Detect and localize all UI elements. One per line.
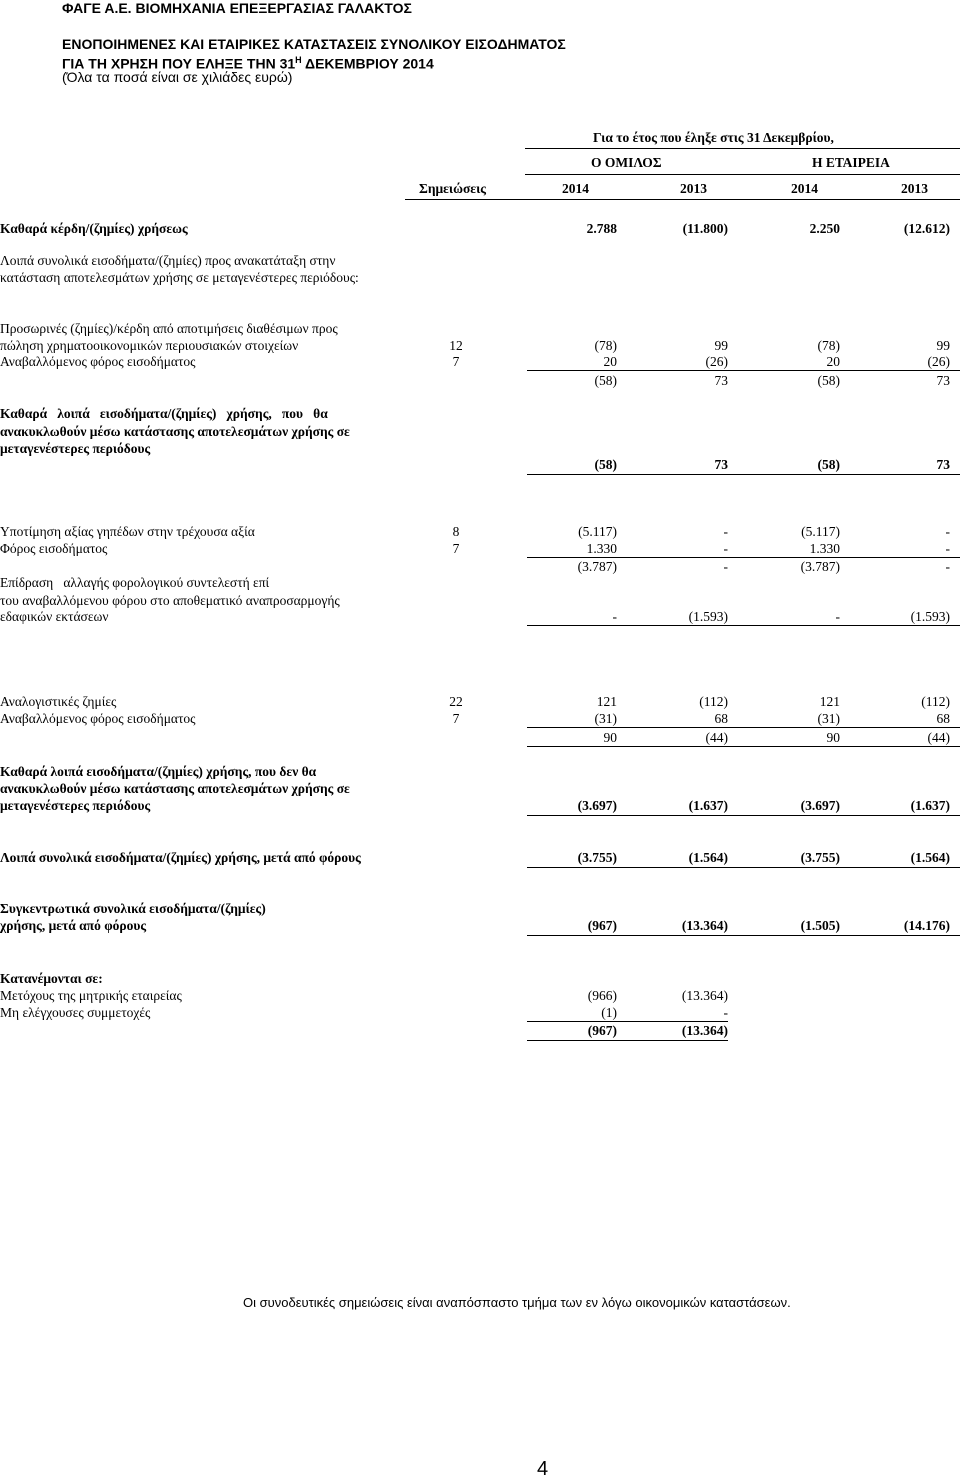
total-comprehensive-line: χρήσης, μετά από φόρους xyxy=(0,918,147,933)
footer-note: Οι συνοδευτικές σημειώσεις είναι αναπόσπαστο τμήμα των εν λόγω οικονομικών καταστάσεων. xyxy=(243,1295,791,1310)
divider xyxy=(405,199,960,200)
value-cell: 1.330 xyxy=(809,541,840,556)
total-comprehensive-line: Συγκεντρωτικά συνολικά εισοδήματα/(ζημίες) xyxy=(0,901,266,916)
value-cell: (1) xyxy=(601,1005,617,1020)
value-cell: - xyxy=(723,1005,728,1020)
value-cell: (1.593) xyxy=(910,609,950,624)
value-cell: - xyxy=(723,541,728,556)
value-cell: (11.800) xyxy=(682,221,728,236)
tax-rate-change-line: εδαφικών εκτάσεων xyxy=(0,609,109,624)
group-header: Ο ΟΜΙΛΟΣ xyxy=(591,155,662,170)
value-cell: (58) xyxy=(817,457,840,472)
parent-shareholders-label: Μετόχους της μητρικής εταιρείας xyxy=(0,988,182,1003)
value-cell: (13.364) xyxy=(681,988,728,1003)
title-post: ΔΕΚΕΜΒΡΙΟΥ 2014 xyxy=(301,55,434,72)
sum-line xyxy=(527,867,960,868)
value-cell: (966) xyxy=(587,988,617,1003)
year-header: 2013 xyxy=(680,181,707,196)
oci-intro-line: Λοιπά συνολικά εισοδήματα/(ζημίες) προς ανακατάταξη στην xyxy=(0,253,336,268)
value-cell: 73 xyxy=(714,373,728,388)
value-cell: - xyxy=(945,524,950,539)
company-name: ΦΑΓΕ Α.Ε. ΒΙΟΜΗΧΑΝΙΑ ΕΠΕΞΕΡΓΑΣΙΑΣ ΓΑΛΑΚΤΟΣ xyxy=(62,0,412,16)
value-cell: (78) xyxy=(817,338,840,353)
value-cell: 90 xyxy=(826,730,840,745)
value-cell: 68 xyxy=(714,711,728,726)
value-cell: (26) xyxy=(927,354,950,369)
land-impairment-label: Υποτίμηση αξίας γηπέδων στην τρέχουσα αξία xyxy=(0,524,255,539)
value-cell: - xyxy=(945,559,950,574)
value-cell: - xyxy=(723,524,728,539)
reclass-total-line: ανακυκλωθούν μέσω κατάστασης αποτελεσμάτων χρήσης σε xyxy=(0,424,350,439)
note-ref: 8 xyxy=(452,524,460,539)
sum-line xyxy=(527,1040,728,1041)
sum-line xyxy=(527,474,960,475)
oci-intro-line: κατάσταση αποτελεσμάτων χρήσης σε μεταγενέστερες περιόδους: xyxy=(0,270,359,285)
value-cell: (26) xyxy=(705,354,728,369)
value-cell: 2.788 xyxy=(586,221,617,236)
oci-after-tax-label: Λοιπά συνολικά εισοδήματα/(ζημίες) χρήσης, μετά από φόρους xyxy=(0,850,361,865)
value-cell: (1.564) xyxy=(688,850,728,865)
title-pre: ΓΙΑ ΤΗ ΧΡΗΣΗ ΠΟΥ ΕΛΗΞΕ ΤΗΝ 31 xyxy=(62,55,296,72)
value-cell: 68 xyxy=(936,711,950,726)
sum-line xyxy=(527,625,960,626)
value-cell: (1.637) xyxy=(688,798,728,813)
year-header: 2014 xyxy=(562,181,589,196)
value-cell: (3.755) xyxy=(577,850,617,865)
actuarial-label: Αναλογιστικές ζημίες xyxy=(0,694,117,709)
value-cell: (112) xyxy=(921,694,950,709)
reclass-total-line: Καθαρά λοιπά εισοδήματα/(ζημίες) χρήσης, που θα xyxy=(0,406,328,421)
sum-line xyxy=(527,935,960,936)
sum-line xyxy=(527,557,960,558)
deferred-tax-label: Αναβαλλόμενος φόρος εισοδήματος xyxy=(0,354,196,369)
value-cell: (58) xyxy=(594,457,617,472)
divider xyxy=(525,148,960,149)
note-ref: 12 xyxy=(449,338,463,353)
sum-line xyxy=(527,370,960,371)
note-ref: 7 xyxy=(452,541,460,556)
value-cell: 20 xyxy=(826,354,840,369)
value-cell: 73 xyxy=(936,373,950,388)
value-cell: (78) xyxy=(594,338,617,353)
note-ref: 22 xyxy=(449,694,463,709)
value-cell: (3.697) xyxy=(800,798,840,813)
value-cell: 73 xyxy=(936,457,950,472)
value-cell: (13.364) xyxy=(681,1023,728,1038)
value-cell: (1.637) xyxy=(910,798,950,813)
sum-line xyxy=(527,1021,728,1022)
value-cell: (3.787) xyxy=(577,559,617,574)
value-cell: (967) xyxy=(587,1023,617,1038)
afs-label-line: πώληση χρηματοοικονομικών περιουσιακών στοιχείων xyxy=(0,338,299,353)
non-reclass-total-line: μεταγενέστερες περιόδους xyxy=(0,798,151,813)
tax-rate-change-line: του αναβαλλόμενου φόρου στο αποθεματικό αναπροσαρμογής xyxy=(0,593,340,608)
note-ref: 7 xyxy=(452,711,460,726)
value-cell: (44) xyxy=(705,730,728,745)
sum-line xyxy=(527,746,960,747)
value-cell: (3.755) xyxy=(800,850,840,865)
value-cell: (14.176) xyxy=(903,918,950,933)
value-cell: (31) xyxy=(594,711,617,726)
sum-line xyxy=(527,815,960,816)
value-cell: - xyxy=(723,559,728,574)
value-cell: 121 xyxy=(596,694,617,709)
period-header: Για το έτος που έληξε στις 31 Δεκεμβρίου, xyxy=(593,130,834,145)
value-cell: (1.564) xyxy=(910,850,950,865)
value-cell: (12.612) xyxy=(903,221,950,236)
notes-header: Σημειώσεις xyxy=(419,181,486,196)
value-cell: 2.250 xyxy=(809,221,840,236)
attributable-heading: Κατανέμονται σε: xyxy=(0,971,103,986)
income-tax-label: Φόρος εισοδήματος xyxy=(0,541,108,556)
year-header: 2014 xyxy=(791,181,818,196)
deferred-tax-label: Αναβαλλόμενος φόρος εισοδήματος xyxy=(0,711,196,726)
amounts-subtitle: (Όλα τα ποσά είναι σε χιλιάδες ευρώ) xyxy=(62,69,293,85)
afs-label-line: Προσωρινές (ζημίες)/κέρδη από αποτιμήσεις διαθέσιμων προς xyxy=(0,321,338,336)
non-reclass-total-line: Καθαρά λοιπά εισοδήματα/(ζημίες) χρήσης, που δεν θα xyxy=(0,764,317,779)
note-ref: 7 xyxy=(452,354,460,369)
title-sup: Η xyxy=(295,55,302,65)
divider xyxy=(525,174,960,175)
tax-rate-change-line: Επίδραση αλλαγής φορολογικού συντελεστή επί xyxy=(0,575,270,590)
sum-line xyxy=(527,727,960,728)
net-profit-label: Καθαρά κέρδη/(ζημίες) χρήσεως xyxy=(0,221,188,236)
value-cell: (58) xyxy=(817,373,840,388)
non-reclass-total-line: ανακυκλωθούν μέσω κατάστασης αποτελεσμάτων χρήσης σε xyxy=(0,781,350,796)
value-cell: (44) xyxy=(927,730,950,745)
value-cell: - xyxy=(835,609,840,624)
value-cell: (5.117) xyxy=(578,524,617,539)
reclass-total-line: μεταγενέστερες περιόδους xyxy=(0,441,151,456)
value-cell: (3.787) xyxy=(800,559,840,574)
value-cell: 99 xyxy=(714,338,728,353)
value-cell: - xyxy=(945,541,950,556)
value-cell: 1.330 xyxy=(586,541,617,556)
value-cell: (58) xyxy=(594,373,617,388)
value-cell: 121 xyxy=(819,694,840,709)
statement-title: ΕΝΟΠΟΙΗΜΕΝΕΣ ΚΑΙ ΕΤΑΙΡΙΚΕΣ ΚΑΤΑΣΤΑΣΕΙΣ ΣΥΝΟΛΙΚΟΥ ΕΙΣΟΔΗΜΑΤΟΣ xyxy=(62,36,566,52)
page-number: 4 xyxy=(537,1458,549,1480)
value-cell: (3.697) xyxy=(577,798,617,813)
value-cell: (1.505) xyxy=(800,918,840,933)
value-cell: (31) xyxy=(817,711,840,726)
value-cell: (5.117) xyxy=(801,524,840,539)
value-cell: (1.593) xyxy=(688,609,728,624)
company-header: Η ΕΤΑΙΡΕΙΑ xyxy=(812,155,890,170)
value-cell: (13.364) xyxy=(681,918,728,933)
value-cell: (967) xyxy=(587,918,617,933)
year-header: 2013 xyxy=(901,181,928,196)
value-cell: (112) xyxy=(699,694,728,709)
nci-label: Μη ελέγχουσες συμμετοχές xyxy=(0,1005,151,1020)
value-cell: - xyxy=(612,609,617,624)
value-cell: 90 xyxy=(603,730,617,745)
value-cell: 73 xyxy=(714,457,728,472)
value-cell: 99 xyxy=(936,338,950,353)
value-cell: 20 xyxy=(603,354,617,369)
